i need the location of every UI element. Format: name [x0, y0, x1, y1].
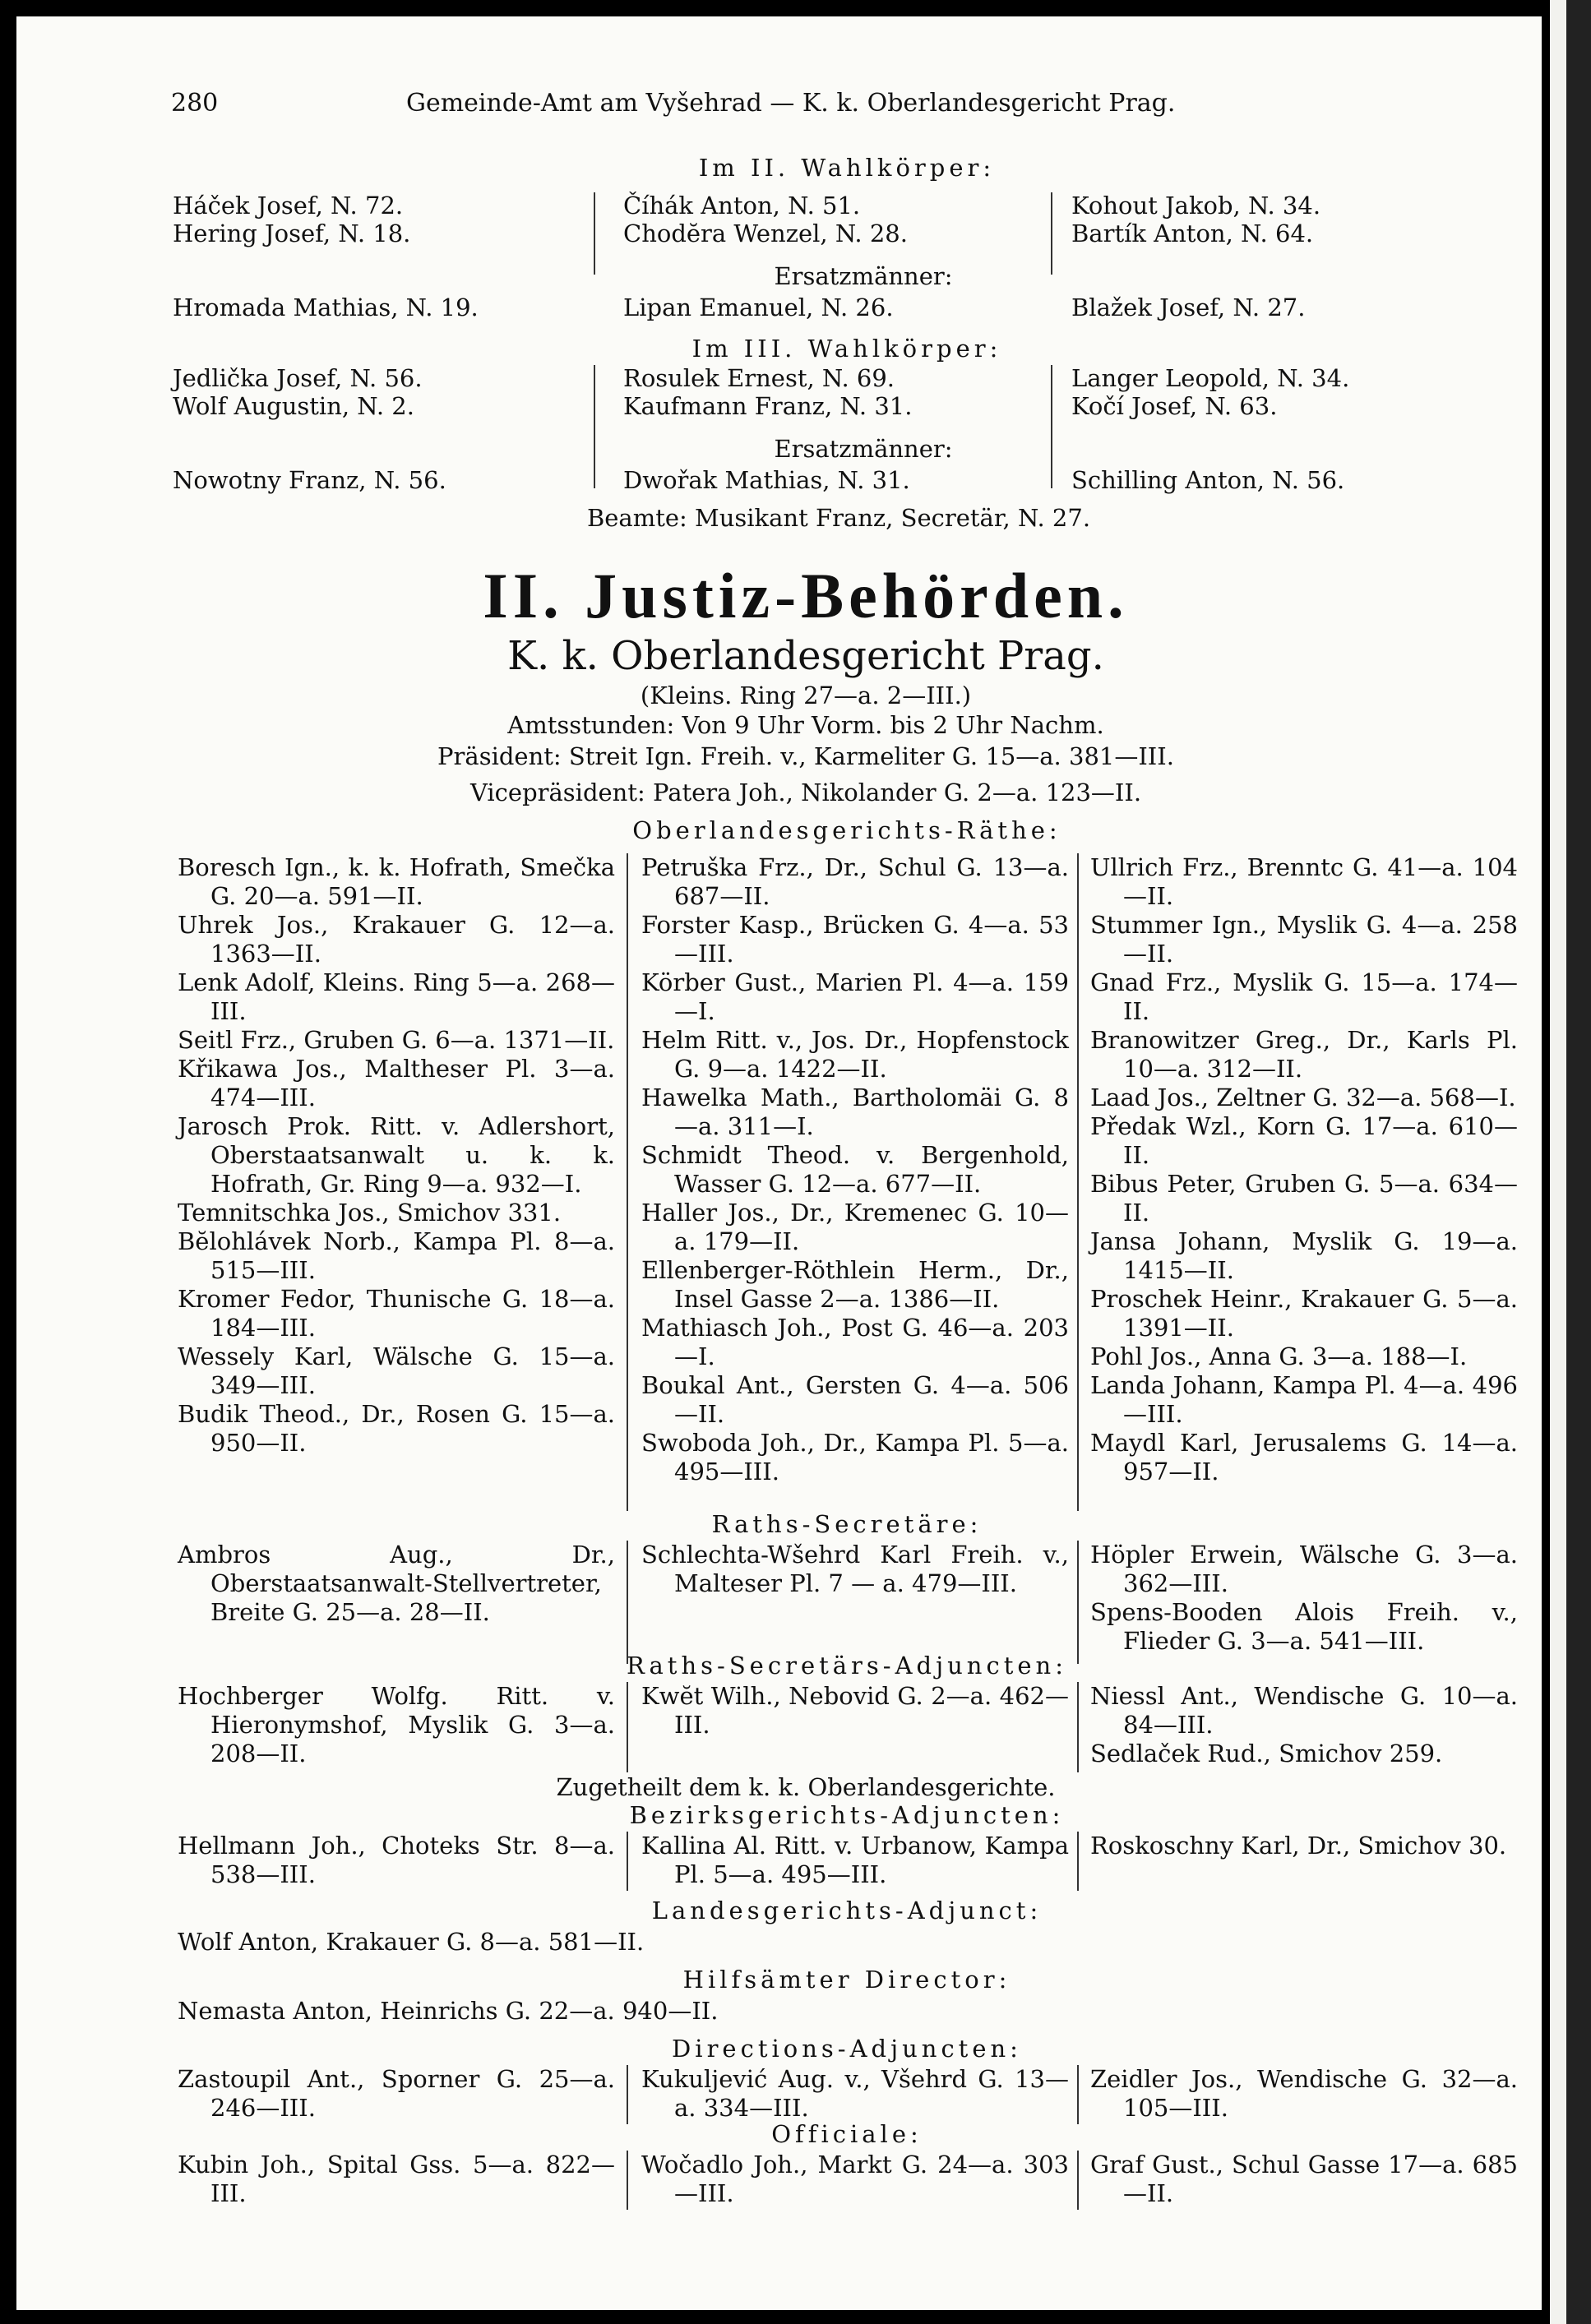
book-page	[16, 16, 1542, 2310]
list-item: Schmidt Theod. v. Bergenhold, Wasser G. 12—a. 677—II.	[641, 1141, 1069, 1198]
list-item: Boukal Ant., Gersten G. 4—a. 506—II.	[641, 1371, 1069, 1428]
list-item: Bartík Anton, N. 64.	[1071, 219, 1314, 247]
list-item: Stummer Ign., Myslik G. 4—a. 258—II.	[1090, 911, 1518, 968]
column-divider	[1077, 1541, 1079, 1664]
list-item: Hering Josef, N. 18.	[173, 219, 411, 247]
list-item: Langer Leopold, N. 34.	[1071, 364, 1350, 392]
running-title: Gemeinde-Amt am Vyšehrad — K. k. Oberlandesgericht Prag.	[406, 89, 1176, 118]
list-item: Nowotny Franz, N. 56.	[173, 466, 446, 494]
list-item: Jarosch Prok. Ritt. v. Adlershort, Oberstaatsanwalt u. k. k. Hofrath, Gr. Ring 9—a. 932—I.	[178, 1112, 615, 1198]
adjuncten-col-2	[641, 1682, 1069, 1740]
list-item: Branowitzer Greg., Dr., Karls Pl. 10—a. 312—II.	[1090, 1026, 1518, 1083]
adjuncten-col-3	[1090, 1682, 1518, 1768]
list-item: Bibus Peter, Gruben G. 5—a. 634—II.	[1090, 1170, 1518, 1227]
column-divider	[627, 1541, 628, 1664]
praesident: Präsident: Streit Ign. Freih. v., Karmeliter G. 15—a. 381—III.	[437, 742, 1174, 770]
column-divider	[1051, 365, 1052, 488]
list-item: Niessl Ant., Wendische G. 10—a. 84—III.	[1090, 1682, 1518, 1739]
directions-col-2	[641, 2065, 1069, 2123]
vicepraesident: Vicepräsident: Patera Joh., Nikolander G. 2—a. 123—II.	[469, 779, 1142, 806]
raethe-col-2	[641, 853, 1069, 1486]
list-item: Helm Ritt. v., Jos. Dr., Hopfenstock G. 9—a. 1422—II.	[641, 1026, 1069, 1083]
column-divider	[1077, 1832, 1079, 1891]
list-item: Temnitschka Jos., Smichov 331.	[178, 1199, 562, 1227]
column-divider	[1077, 853, 1079, 1511]
list-item: Pohl Jos., Anna G. 3—a. 188—I.	[1090, 1342, 1468, 1370]
amtsstunden: Amtsstunden: Von 9 Uhr Vorm. bis 2 Uhr Nachm.	[507, 711, 1104, 739]
beamte-line: Beamte: Musikant Franz, Secretär, N. 27.	[586, 504, 1091, 532]
heading-raths-secretaere: Raths-Secretäre:	[711, 1510, 983, 1538]
list-item: Ambros Aug., Dr., Oberstaatsanwalt-Stellvertreter, Breite G. 25—a. 28—II.	[178, 1541, 615, 1626]
column-divider	[627, 1832, 628, 1891]
heading-adjuncten: Raths-Secretärs-Adjuncten:	[627, 1652, 1067, 1679]
list-item: Lipan Emanuel, N. 26.	[623, 293, 894, 321]
raethe-col-1	[178, 853, 615, 1458]
heading-ersatzmaenner: Ersatzmänner:	[774, 435, 953, 463]
court-address: (Kleins. Ring 27—a. 2—III.)	[640, 681, 972, 709]
list-item: Kukuljević Aug. v., Všehrd G. 13—a. 334—III.	[641, 2065, 1069, 2122]
list-item: Kromer Fedor, Thunische G. 18—a. 184—III.	[178, 1285, 615, 1342]
column-divider	[627, 2151, 628, 2210]
list-item: Schilling Anton, N. 56.	[1071, 466, 1345, 494]
list-item: Zastoupil Ant., Sporner G. 25—a. 246—III.	[178, 2065, 615, 2122]
heading-ersatzmaenner: Ersatzmänner:	[774, 262, 953, 290]
list-item: Kubin Joh., Spital Gss. 5—a. 822—III.	[178, 2151, 615, 2207]
list-item: Sedlaček Rud., Smichov 259.	[1090, 1740, 1443, 1767]
list-item: Gnad Frz., Myslik G. 15—a. 174—II.	[1090, 968, 1518, 1025]
column-divider	[1051, 192, 1052, 275]
list-item: Nemasta Anton, Heinrichs G. 22—a. 940—II.	[178, 1997, 719, 2025]
adjuncten-col-1	[178, 1682, 615, 1768]
officiale-col-3	[1090, 2151, 1518, 2208]
list-item: Hromada Mathias, N. 19.	[173, 293, 479, 321]
list-item: Petruška Frz., Dr., Schul G. 13—a. 687—II.	[641, 853, 1069, 910]
list-item: Rosulek Ernest, N. 69.	[623, 364, 895, 392]
scan-border	[1566, 0, 1591, 2324]
directions-col-1	[178, 2065, 615, 2123]
list-item: Kohout Jakob, N. 34.	[1071, 192, 1321, 219]
list-item: Hochberger Wolfg. Ritt. v. Hieronymshof, Myslik G. 3—a. 208—II.	[178, 1682, 615, 1767]
heading-directions: Directions-Adjuncten:	[672, 2035, 1022, 2063]
list-item: Boresch Ign., k. k. Hofrath, Smečka G. 20—a. 591—II.	[178, 853, 615, 910]
list-item: Wolf Anton, Krakauer G. 8—a. 581—II.	[178, 1928, 645, 1956]
list-item: Hawelka Math., Bartholomäi G. 8—a. 311—I.	[641, 1083, 1069, 1140]
list-item: Schlechta-Wšehrd Karl Freih. v., Malteser Pl. 7 — a. 479—III.	[641, 1541, 1069, 1597]
column-divider	[627, 2065, 628, 2124]
list-item: Dwořak Mathias, N. 31.	[623, 466, 910, 494]
list-item: Kwĕt Wilh., Nebovid G. 2—a. 462—III.	[641, 1682, 1069, 1739]
list-item: Háček Josef, N. 72.	[173, 192, 404, 219]
list-item: Kaufmann Franz, N. 31.	[623, 392, 913, 420]
secretaere-col-1	[178, 1541, 615, 1627]
list-item: Laad Jos., Zeltner G. 32—a. 568—I.	[1090, 1083, 1516, 1111]
list-item: Forster Kasp., Brücken G. 4—a. 53—III.	[641, 911, 1069, 968]
list-item: Blažek Josef, N. 27.	[1071, 293, 1306, 321]
column-divider	[627, 1682, 628, 1772]
page-number: 280	[171, 89, 219, 118]
column-divider	[594, 192, 595, 275]
list-item: Spens-Booden Alois Freih. v., Flieder G. 3—a. 541—III.	[1090, 1598, 1518, 1655]
section-title: II. Justiz-Behörden.	[483, 560, 1129, 631]
list-item: Maydl Karl, Jerusalems G. 14—a. 957—II.	[1090, 1429, 1518, 1485]
list-item: Körber Gust., Marien Pl. 4—a. 159—I.	[641, 968, 1069, 1025]
list-item: Wessely Karl, Wälsche G. 15—a. 349—III.	[178, 1342, 615, 1399]
list-item: Kallina Al. Ritt. v. Urbanow, Kampa Pl. 5—a. 495—III.	[641, 1832, 1069, 1888]
column-divider	[1077, 1682, 1079, 1772]
list-item: Kočí Josef, N. 63.	[1071, 392, 1278, 420]
list-item: Hellmann Joh., Choteks Str. 8—a. 538—III.	[178, 1832, 615, 1888]
list-item: Ellenberger-Röthlein Herm., Dr., Insel Gasse 2—a. 1386—II.	[641, 1256, 1069, 1313]
heading-officiale: Officiale:	[771, 2120, 923, 2148]
column-divider	[594, 365, 595, 488]
list-item: Jansa Johann, Myslik G. 19—a. 1415—II.	[1090, 1227, 1518, 1284]
heading-wahlkoerper-iii: Im III. Wahlkörper:	[691, 335, 1002, 363]
list-item: Křikawa Jos., Maltheser Pl. 3—a. 474—III.	[178, 1055, 615, 1111]
officiale-col-2	[641, 2151, 1069, 2208]
heading-hilfsaemter: Hilfsämter Director:	[682, 1966, 1011, 1994]
list-item: Číhák Anton, N. 51.	[623, 192, 861, 219]
list-item: Haller Jos., Dr., Kremenec G. 10—a. 179—II.	[641, 1199, 1069, 1255]
list-item: Wočadlo Joh., Markt G. 24—a. 303—III.	[641, 2151, 1069, 2207]
heading-bezirksgerichts: Bezirksgerichts-Adjuncten:	[629, 1801, 1065, 1829]
list-item: Zeidler Jos., Wendische G. 32—a. 105—III.	[1090, 2065, 1518, 2122]
list-item: Roskoschny Karl, Dr., Smichov 30.	[1090, 1832, 1507, 1860]
heading-wahlkoerper-ii: Im II. Wahlkörper:	[698, 154, 996, 182]
court-title: K. k. Oberlandesgericht Prag.	[507, 633, 1104, 679]
list-item: Lenk Adolf, Kleins. Ring 5—a. 268—III.	[178, 968, 615, 1025]
list-item: Uhrek Jos., Krakauer G. 12—a. 1363—II.	[178, 911, 615, 968]
secretaere-col-2	[641, 1541, 1069, 1598]
secretaere-col-3	[1090, 1541, 1518, 1656]
list-item: Wolf Augustin, N. 2.	[173, 392, 414, 420]
column-divider	[627, 853, 628, 1511]
heading-raethe: Oberlandesgerichts-Räthe:	[632, 816, 1061, 844]
directions-col-3	[1090, 2065, 1518, 2123]
raethe-col-3	[1090, 853, 1518, 1486]
list-item: Předak Wzl., Korn G. 17—a. 610—II.	[1090, 1112, 1518, 1169]
officiale-col-1	[178, 2151, 615, 2208]
list-item: Landa Johann, Kampa Pl. 4—a. 496—III.	[1090, 1371, 1518, 1428]
list-item: Mathiasch Joh., Post G. 46—a. 203—I.	[641, 1314, 1069, 1370]
list-item: Höpler Erwein, Wälsche G. 3—a. 362—III.	[1090, 1541, 1518, 1597]
heading-zugetheilt: Zugetheilt dem k. k. Oberlandesgerichte.	[556, 1773, 1056, 1801]
list-item: Proschek Heinr., Krakauer G. 5—a. 1391—II.	[1090, 1285, 1518, 1342]
bezirks-col-1	[178, 1832, 615, 1889]
page-edge	[1550, 0, 1566, 2324]
column-divider	[1077, 2065, 1079, 2124]
list-item: Bĕlohlávek Norb., Kampa Pl. 8—a. 515—III.	[178, 1227, 615, 1284]
heading-landesgerichts: Landesgerichts-Adjunct:	[651, 1897, 1043, 1924]
list-item: Seitl Frz., Gruben G. 6—a. 1371—II.	[178, 1026, 615, 1054]
list-item: Budik Theod., Dr., Rosen G. 15—a. 950—II.	[178, 1400, 615, 1457]
list-item: Jedlička Josef, N. 56.	[173, 364, 423, 392]
list-item: Graf Gust., Schul Gasse 17—a. 685—II.	[1090, 2151, 1518, 2207]
bezirks-col-2	[641, 1832, 1069, 1889]
column-divider	[1077, 2151, 1079, 2210]
list-item: Chodĕra Wenzel, N. 28.	[623, 219, 908, 247]
list-item: Swoboda Joh., Dr., Kampa Pl. 5—a. 495—III.	[641, 1429, 1069, 1485]
bezirks-col-3	[1090, 1832, 1518, 1860]
list-item: Ullrich Frz., Brenntc G. 41—a. 104—II.	[1090, 853, 1518, 910]
